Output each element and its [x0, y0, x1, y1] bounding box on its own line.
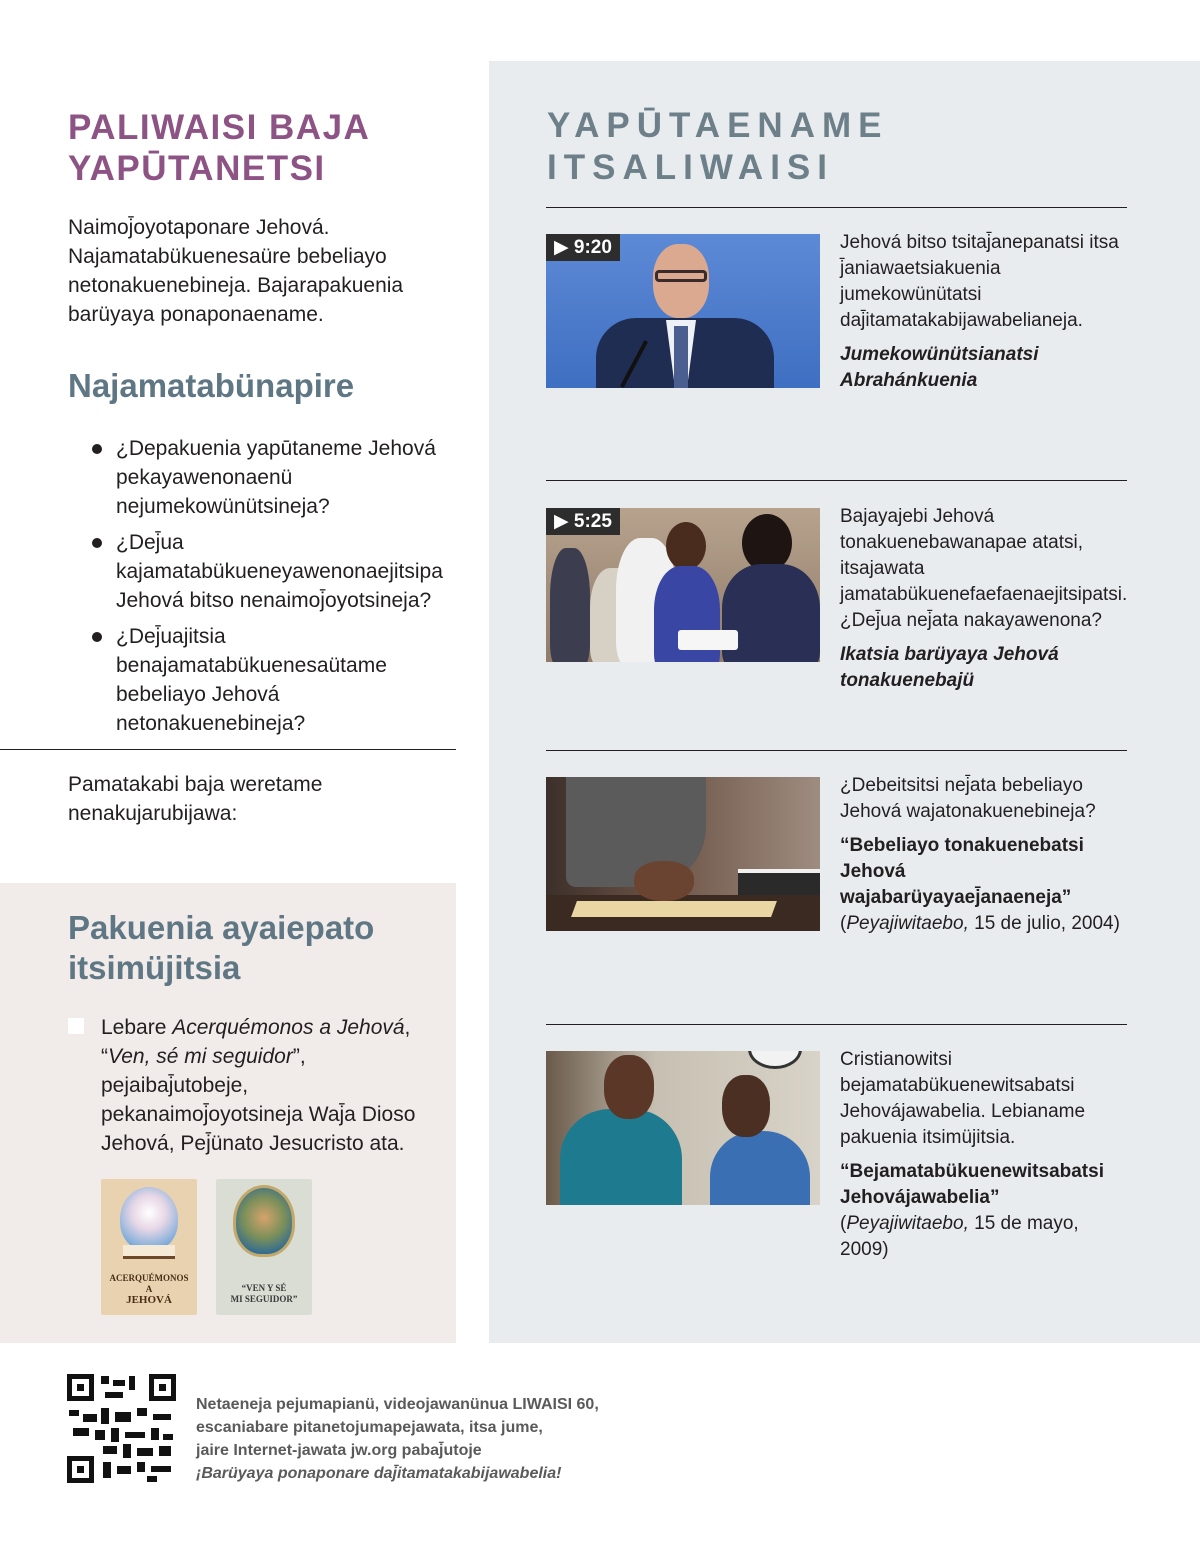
book-cover-title-line: A: [145, 1284, 153, 1294]
book-cover-title: [216, 1283, 312, 1305]
qr-module: [153, 1414, 171, 1420]
qr-module: [117, 1466, 131, 1474]
question-text: ¿Dej̄ua kajamatabükueneyawenonaejitsipa Jehová bitso nenaimoj̄oyotsineja?: [116, 531, 443, 612]
footer-line: Netaeneja pejumapianü, videojawanünua LIWAISI 60,: [196, 1396, 599, 1413]
open-bible-art: [123, 1245, 175, 1259]
book-title-2: Ven, sé mi seguidor: [108, 1045, 293, 1068]
item-title[interactable]: Ikatsia barüyaya Jehová tonakuenebajü: [840, 644, 1059, 691]
qr-module: [101, 1408, 109, 1424]
item-description: [840, 230, 1125, 394]
question-item: [92, 434, 452, 521]
book-shape: [738, 869, 820, 895]
book-cover-ven-se-mi-seguidor[interactable]: [216, 1179, 312, 1315]
qr-module: [69, 1410, 79, 1416]
item-title[interactable]: [840, 833, 1125, 937]
item-description-text: ¿Debeitsitsi nej̄ata bebeliayo Jehová wajatonakuenebineja?: [840, 775, 1096, 822]
right-column: [489, 61, 1200, 1343]
resource-item: [68, 1013, 428, 1158]
qr-module: [73, 1428, 89, 1436]
illustration-oval-art: [233, 1185, 295, 1257]
article-image-writing[interactable]: [546, 777, 820, 931]
item-title-text: “Bebeliayo tonakuenebatsi Jehová wajabarüyayaej̄anaeneja”: [840, 835, 1084, 908]
qr-module: [105, 1392, 123, 1398]
item-description: [840, 773, 1125, 937]
right-heading-line2: ITSALIWAISI: [547, 148, 834, 187]
footer-line: escaniabare pitanetojumapejawata, itsa jume,: [196, 1419, 543, 1436]
checkbox-square-icon: [68, 1018, 84, 1034]
book-cover-title-line: ACERQUÉMONOS: [109, 1273, 189, 1283]
divider: [546, 207, 1127, 208]
bullet-icon: [92, 632, 102, 642]
left-column: [0, 0, 456, 1343]
qr-module: [159, 1446, 171, 1456]
qr-finder: [149, 1374, 176, 1401]
qr-module: [129, 1376, 135, 1390]
video-thumbnail-abraham[interactable]: [546, 234, 820, 388]
tie-shape: [674, 326, 688, 388]
bible-shape: [678, 630, 738, 650]
audience-head: [666, 522, 706, 570]
question-text: ¿Dej̄uajitsia benajamatabükuenesaütame bebeliayo Jehová netonakuenebineja?: [116, 625, 387, 735]
item-description: [840, 504, 1128, 694]
qr-module: [151, 1428, 159, 1440]
hand-shape: [634, 861, 694, 901]
audience-figure: [550, 548, 590, 662]
question-list: [92, 434, 452, 745]
item-description-text: Jehová bitso tsitaj̄anepanatsi itsa j̄aniawaetsiakuenia jumekowünütatsi daj̄itamatakabijawabelianeja.: [840, 232, 1119, 331]
book-cover-title-line: “VEN Y SÉ: [241, 1283, 287, 1293]
section-heading: [68, 107, 370, 189]
resource-text: [101, 1013, 428, 1158]
intro-paragraph: Naimoj̄oyotaponare Jehová. Najamatabükuenesaüre bebeliayo netonakuenebineja. Bajarapakuenia barüyaya ponaponaename.: [68, 216, 404, 326]
glasses-shape: [655, 270, 707, 282]
qr-module: [115, 1412, 131, 1422]
paper-shape: [571, 901, 777, 917]
sky-oval-art: [120, 1187, 178, 1251]
book-cover-title-line: MI SEGUIDOR”: [230, 1294, 298, 1304]
item-title[interactable]: Jumekowünütsianatsi Abrahánkuenia: [840, 344, 1039, 391]
footer-line: jaire Internet-jawata jw.org pabaj̄utoje: [196, 1442, 482, 1459]
video-duration-badge: ▶ 5:25: [546, 508, 620, 535]
item-reference: (: [840, 1213, 847, 1234]
item-reference-source: Peyajiwitaebo,: [846, 1213, 969, 1234]
book-cover-title: [101, 1273, 197, 1306]
qr-module: [147, 1476, 157, 1482]
item-description-text: Bajayajebi Jehová tonakuenebawanapae atatsi, itsajawata jamatabükuenefaefaenaejitsipatsi. ¿Dej̄ua nej̄ata nakayawenona?: [840, 506, 1128, 631]
qr-code[interactable]: [67, 1374, 176, 1483]
nurse-figure: [560, 1109, 682, 1205]
book-cover-title-line: JEHOVÁ: [126, 1294, 172, 1306]
qr-module: [101, 1376, 109, 1384]
resource-text-part: ”, pejaibaj̄utobeje, pekanaimoj̄oyotsineja Waj̄a Dioso Jehová, Pej̄ünato Jesucristo ata.: [101, 1045, 416, 1155]
qr-finder: [67, 1374, 94, 1401]
qr-module: [111, 1428, 119, 1442]
clock-shape: [748, 1051, 802, 1069]
footer-slogan: ¡Barüyaya ponaponare daj̄itamatakabijawabelia!: [196, 1465, 562, 1482]
item-title-text: “Bejamatabükuenewitsabatsi Jehovájawabelia”: [840, 1161, 1104, 1208]
item-reference: (: [840, 913, 847, 934]
item-description: [840, 1047, 1125, 1263]
qr-finder: [67, 1456, 94, 1483]
question-item: [92, 528, 452, 615]
qr-module: [137, 1408, 147, 1416]
section-heading-line1: PALIWAISI BAJA: [68, 108, 371, 147]
right-heading-line1: YAPŪTAENAME: [547, 106, 889, 145]
item-reference-source: Peyajiwitaebo,: [846, 913, 969, 934]
qr-module: [151, 1466, 171, 1472]
qr-module: [123, 1444, 131, 1458]
video-duration-badge: ▶ 9:20: [546, 234, 620, 261]
article-image-nurses[interactable]: [546, 1051, 820, 1205]
divider: [546, 480, 1127, 481]
divider: [546, 1024, 1127, 1025]
divider: [546, 750, 1127, 751]
resource-text-part: , “: [101, 1016, 411, 1068]
bullet-icon: [92, 444, 102, 454]
bullet-icon: [92, 538, 102, 548]
qr-module: [113, 1380, 125, 1386]
resources-heading: Pakuenia ayaiepato itsimüjitsia: [68, 909, 375, 986]
question-text: ¿Depakuenia yapūtaneme Jehová pekayawenonaenü nejumekowünütsineja?: [116, 437, 436, 518]
qr-module: [103, 1462, 111, 1478]
item-reference-date: 15 de mayo, 2009): [840, 1213, 1079, 1260]
item-reference-date: 15 de julio, 2004): [968, 913, 1120, 934]
divider: [0, 749, 456, 750]
footer-note: [196, 1393, 676, 1485]
book-title-1: Acerquémonos a Jehová: [172, 1016, 405, 1039]
item-description-text: Cristianowitsi bejamatabükuenewitsabatsi Jehovájawabelia. Lebianame pakuenia itsimüjitsia.: [840, 1049, 1086, 1148]
right-heading: [547, 105, 888, 189]
qr-module: [137, 1448, 153, 1456]
section-heading-line2: YAPŪTANETSI: [68, 149, 326, 188]
qr-module: [125, 1432, 145, 1438]
questions-heading: Najamatabünapire: [68, 367, 355, 404]
item-title[interactable]: [840, 1159, 1125, 1263]
qr-module: [95, 1430, 105, 1440]
qr-module: [103, 1446, 117, 1454]
nurse-figure: [710, 1131, 810, 1205]
qr-module: [83, 1414, 97, 1422]
nurse-head: [722, 1075, 770, 1137]
review-note: Pamatakabi baja weretame nenakujarubijawa:: [68, 773, 323, 825]
qr-module: [163, 1434, 173, 1440]
question-item: [92, 622, 452, 738]
resource-text-part: Lebare: [101, 1016, 173, 1039]
book-cover-acerquemonos[interactable]: [101, 1179, 197, 1315]
video-thumbnail-meeting[interactable]: [546, 508, 820, 662]
qr-module: [137, 1462, 145, 1472]
nurse-head: [604, 1055, 654, 1119]
